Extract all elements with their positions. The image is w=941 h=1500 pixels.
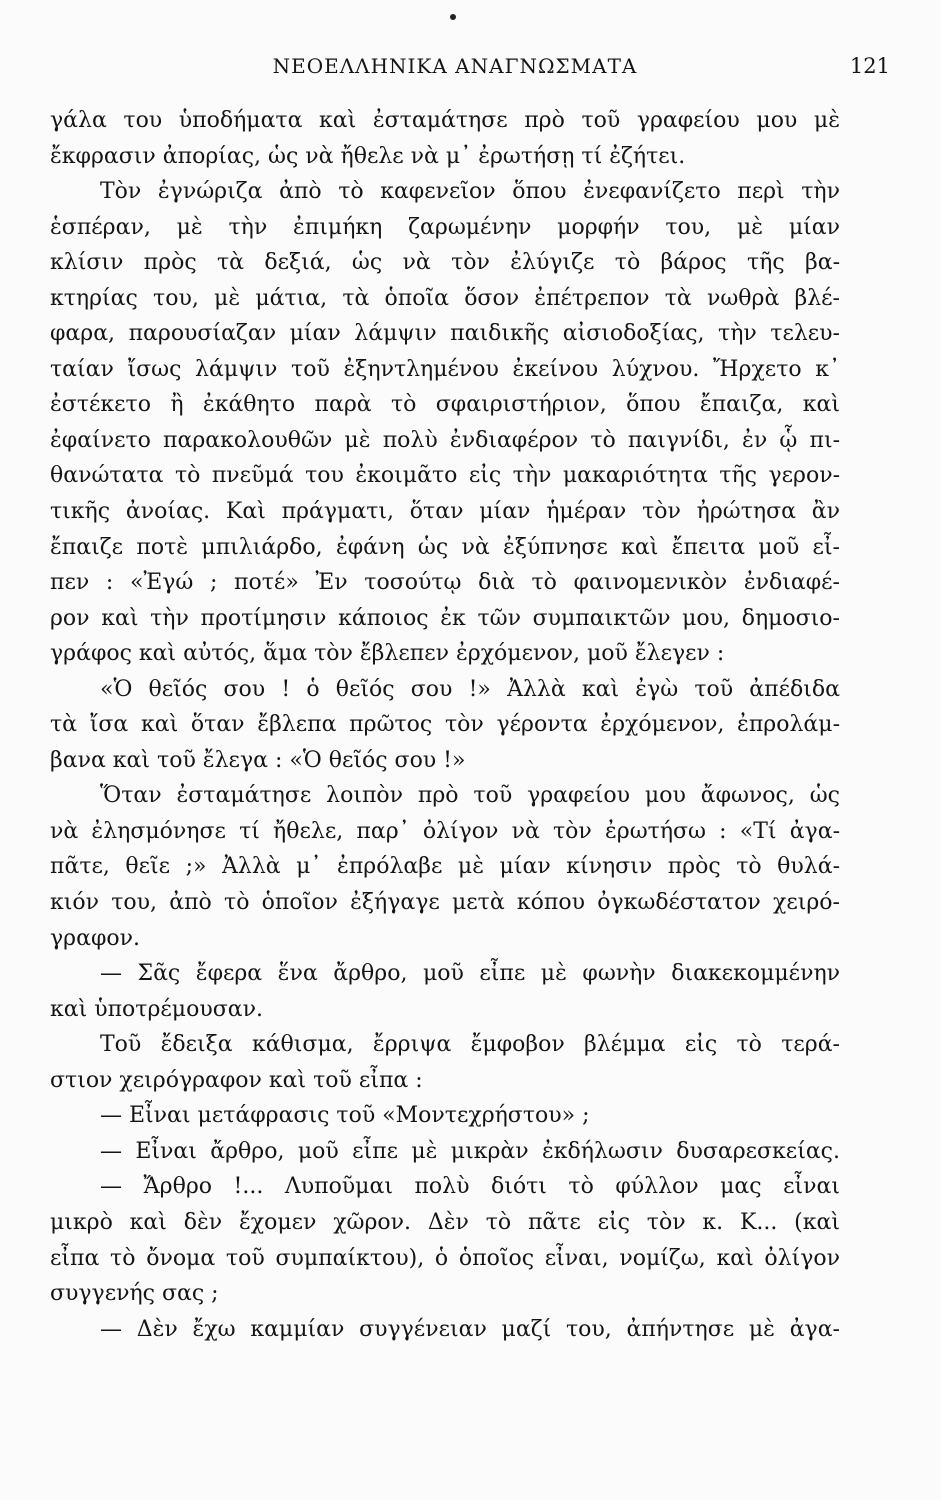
text-line: στιον χειρόγραφον καὶ τοῦ εἶπα : (50, 1067, 423, 1093)
text-line: γράφος καὶ αὐτός, ἅμα τὸν ἔβλεπεν ἐρχόμενον, μοῦ ἔλεγεν : (50, 641, 725, 667)
text-line: τικῆς ἀνοίας. Καὶ πράγματι, ὅταν μίαν ἡμέραν τὸν ἠρώτησα ἂν (50, 499, 840, 525)
text-line: ἐφαίνετο παρακολουθῶν μὲ πολὺ ἐνδιαφέρον τὸ παιγνίδι, ἐν ᾧ πι- (50, 427, 840, 453)
text-line: — Εἶναι ἄρθρο, μοῦ εἶπε μὲ μικρὰν ἐκδήλωσιν δυσαρεσκείας. (100, 1138, 840, 1164)
text-line: καὶ ὑποτρέμουσαν. (50, 996, 263, 1022)
text-line: θανώτατα τὸ πνεῦμά του ἐκοιμᾶτο εἰς τὴν μακαριότητα τῆς γερον- (50, 463, 840, 489)
text-line: ρον καὶ τὴν προτίμησιν κάποιος ἐκ τῶν συμπαικτῶν μου, δημοσιο- (50, 605, 840, 631)
text-line: κιόν του, ἀπὸ τὸ ὁποῖον ἐξήγαγε μετὰ κόπου ὀγκωδέστατον χειρό- (50, 890, 840, 916)
text-line: εἶπα τὸ ὄνομα τοῦ συμπαίκτου), ὁ ὁποῖος εἶναι, νομίζω, καὶ ὀλίγον (50, 1245, 840, 1271)
running-title: ΝΕΟΕΛΛΗΝΙΚΑ ΑΝΑΓΝΩΣΜΑΤΑ (272, 54, 638, 78)
text-line: ταίαν ἴσως λάμψιν τοῦ ἐξηντλημένου ἐκείνου λύχνου. Ἤρχετο κ᾿ (50, 356, 840, 382)
text-line: — Εἶναι μετάφρασις τοῦ «Μοντεχρήστου» ; (100, 1103, 590, 1129)
page-header (60, 54, 890, 84)
text-line: τὰ ἴσα καὶ ὅταν ἔβλεπα πρῶτος τὸν γέροντα ἐρχόμενον, ἐπρολάμ- (50, 712, 840, 738)
ink-speck (450, 14, 456, 20)
text-line: — Σᾶς ἔφερα ἕνα ἄρθρο, μοῦ εἶπε μὲ φωνὴν διακεκομμένην (100, 961, 840, 987)
text-line: γραφον. (50, 925, 140, 951)
text-line: συγγενής σας ; (50, 1281, 219, 1307)
text-line: Ὅταν ἐσταμάτησε λοιπὸν πρὸ τοῦ γραφείου μου ἄφωνος, ὡς (100, 783, 840, 809)
text-line: Τὸν ἐγνώριζα ἀπὸ τὸ καφενεῖον ὅπου ἐνεφανίζετο περὶ τὴν (100, 179, 840, 205)
text-line: γάλα του ὑποδήματα καὶ ἐσταμάτησε πρὸ τοῦ γραφείου μου μὲ (50, 108, 840, 133)
text-line: Τοῦ ἔδειξα κάθισμα, ἔρριψα ἔμφοβον βλέμμα εἰς τὸ τερά- (100, 1032, 840, 1058)
text-line: βανα καὶ τοῦ ἔλεγα : «Ὁ θεῖός σου !» (50, 747, 466, 773)
text-line: ἔκφρασιν ἀπορίας, ὡς νὰ ἤθελε νὰ μ᾿ ἐρωτήσῃ τί ἐζήτει. (50, 143, 686, 169)
text-line: — Ἄρθρο !... Λυποῦμαι πολὺ διότι τὸ φύλλον μας εἶναι (100, 1174, 840, 1200)
text-line: φαρα, παρουσίαζαν μίαν λάμψιν παιδικῆς αἰσιοδοξίας, τὴν τελευ- (50, 321, 840, 347)
text-line: κτηρίας του, μὲ μάτια, τὰ ὁποῖα ὅσον ἐπέτρεπον τὰ νωθρὰ βλέ- (50, 285, 840, 311)
text-line: — Δὲν ἔχω καμμίαν συγγένειαν μαζί του, ἀπήντησε μὲ ἀγα- (100, 1316, 840, 1342)
text-line: κλίσιν πρὸς τὰ δεξιά, ὡς νὰ τὸν ἐλύγιζε τὸ βάρος τῆς βα- (50, 250, 840, 276)
text-line: πᾶτε, θεῖε ;» Ἀλλὰ μ᾿ ἐπρόλαβε μὲ μίαν κίνησιν πρὸς τὸ θυλά- (50, 854, 840, 880)
text-line: πεν : «Ἐγώ ; ποτέ» Ἐν τοσούτῳ διὰ τὸ φαινομενικὸν ἐνδιαφέ- (50, 570, 840, 596)
text-line: μικρὸ καὶ δὲν ἔχομεν χῶρον. Δὲν τὸ πᾶτε εἰς τὸν κ. Κ... (καὶ (50, 1209, 840, 1235)
text-line: νὰ ἐλησμόνησε τί ἤθελε, παρ᾿ ὀλίγον νὰ τὸν ἐρωτήσω : «Τί ἀγα- (50, 818, 840, 844)
text-line: ἑσπέραν, μὲ τὴν ἐπιμήκη ζαρωμένην μορφήν του, μὲ μίαν (50, 214, 840, 240)
body-text (50, 103, 840, 1347)
text-line: «Ὁ θεῖός σου ! ὁ θεῖός σου !» Ἀλλὰ καὶ ἐγὼ τοῦ ἀπέδιδα (100, 676, 840, 702)
page-number: 121 (849, 54, 890, 78)
text-line: ἔπαιζε ποτὲ μπιλιάρδο, ἐφάνη ὡς νὰ ἐξύπνησε καὶ ἔπειτα μοῦ εἶ- (50, 534, 840, 560)
text-line: ἐστέκετο ἢ ἐκάθητο παρὰ τὸ σφαιριστήριον, ὅπου ἔπαιζα, καὶ (50, 392, 840, 418)
